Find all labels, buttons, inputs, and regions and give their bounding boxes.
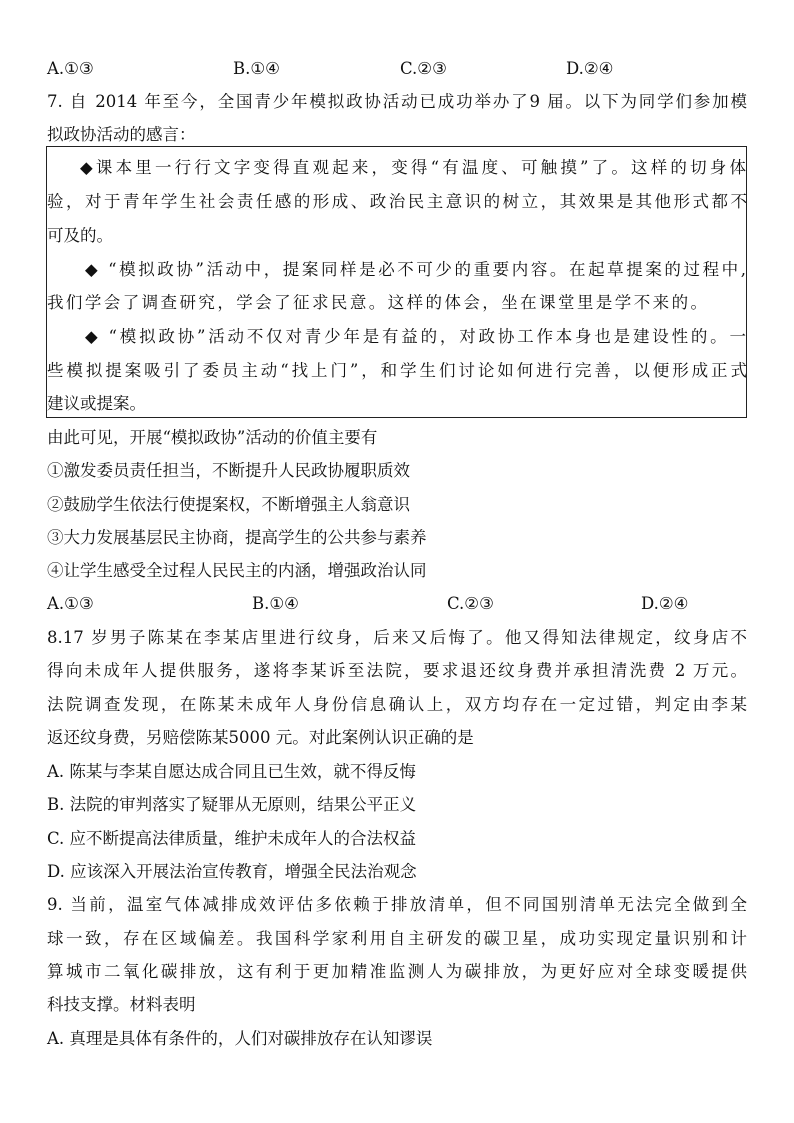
q7-prompt: 由此可见，开展“模拟政协”活动的价值主要有 <box>47 428 378 447</box>
q9-stem-line2: 球一致，存在区域偏差。我国科学家利用自主研发的碳卫星，成功实现定量识别和计 <box>47 929 747 948</box>
q8-stem-line4: 返还纹身费，另赔偿陈某5000 元。对此案例认识正确的是 <box>47 728 474 747</box>
q8-option-a: A. 陈某与李某自愿达成合同且已生效，就不得反悔 <box>47 762 416 781</box>
q7-quote1-line2: 验，对于青年学生社会责任感的形成、政治民主意识的树立，其效果是其他形式都不 <box>47 192 747 211</box>
prev-option-b: B.①④ <box>233 59 280 78</box>
q7-quote3-line1: ◆ “模拟政协”活动不仅对青少年是有益的，对政协工作本身也是建设性的。一 <box>85 327 746 346</box>
q7-stem-line2: 拟政协活动的感言： <box>47 125 196 144</box>
q9-stem-line1: 9. 当前，温室气体减排成效评估多依赖于排放清单，但不同国别清单无法完全做到全 <box>47 895 747 914</box>
q7-stem-line1: 7. 自 2014 年至今，全国青少年模拟政协活动已成功举办了9 届。以下为同学们参加模 <box>47 92 747 111</box>
q7-option-b: B.①④ <box>252 594 299 613</box>
q7-option-d: D.②④ <box>641 594 689 613</box>
q8-option-d: D. 应该深入开展法治宣传教育，增强全民法治观念 <box>47 862 417 881</box>
q8-stem-line1: 8.17 岁男子陈某在李某店里进行纹身，后来又后悔了。他又得知法律规定，纹身店不 <box>47 628 747 647</box>
prev-option-d: D.②④ <box>566 59 614 78</box>
q7-option-a: A.①③ <box>47 594 94 613</box>
q9-stem-line4: 科技支撑。材料表明 <box>47 995 196 1014</box>
q7-quote3-line3: 建议或提案。 <box>47 394 146 413</box>
q7-quote1-line1: ◆课本里一行行文字变得直观起来，变得“有温度、可触摸”了。这样的切身体 <box>80 158 746 177</box>
prev-option-a: A.①③ <box>47 59 94 78</box>
q9-stem-line3: 算城市二氧化碳排放，这有利于更加精准监测人为碳排放，为更好应对全球变暖提供 <box>47 962 747 981</box>
q7-quote2-line1: ◆ “模拟政协”活动中，提案同样是必不可少的重要内容。在起草提案的过程中, <box>85 260 746 279</box>
q7-item-2: ②鼓励学生依法行使提案权，不断增强主人翁意识 <box>47 495 410 514</box>
q8-option-c: C. 应不断提高法律质量，维护未成年人的合法权益 <box>47 829 417 848</box>
q9-option-a: A. 真理是具体有条件的，人们对碳排放存在认知谬误 <box>47 1029 433 1048</box>
prev-option-c: C.②③ <box>400 59 447 78</box>
q7-item-3: ③大力发展基层民主协商，提高学生的公共参与素养 <box>47 528 427 547</box>
q8-stem-line2: 得向未成年人提供服务，遂将李某诉至法院，要求退还纹身费并承担清洗费 2 万元。 <box>47 661 747 680</box>
q8-option-b: B. 法院的审判落实了疑罪从无原则，结果公平正义 <box>47 795 417 814</box>
q7-quote3-line2: 些模拟提案吸引了委员主动“找上门”，和学生们讨论如何进行完善，以便形成正式 <box>47 361 747 380</box>
q8-stem-line3: 法院调查发现，在陈某未成年人身份信息确认上，双方均存在一定过错，判定由李某 <box>47 695 747 714</box>
q7-option-c: C.②③ <box>447 594 494 613</box>
q7-item-1: ①激发委员责任担当，不断提升人民政协履职质效 <box>47 461 410 480</box>
q7-quote1-line3: 可及的。 <box>47 226 113 245</box>
q7-quote2-line2: 我们学会了调查研究，学会了征求民意。这样的体会，坐在课堂里是学不来的。 <box>47 293 707 312</box>
q7-item-4: ④让学生感受全过程人民民主的内涵，增强政治认同 <box>47 561 427 580</box>
